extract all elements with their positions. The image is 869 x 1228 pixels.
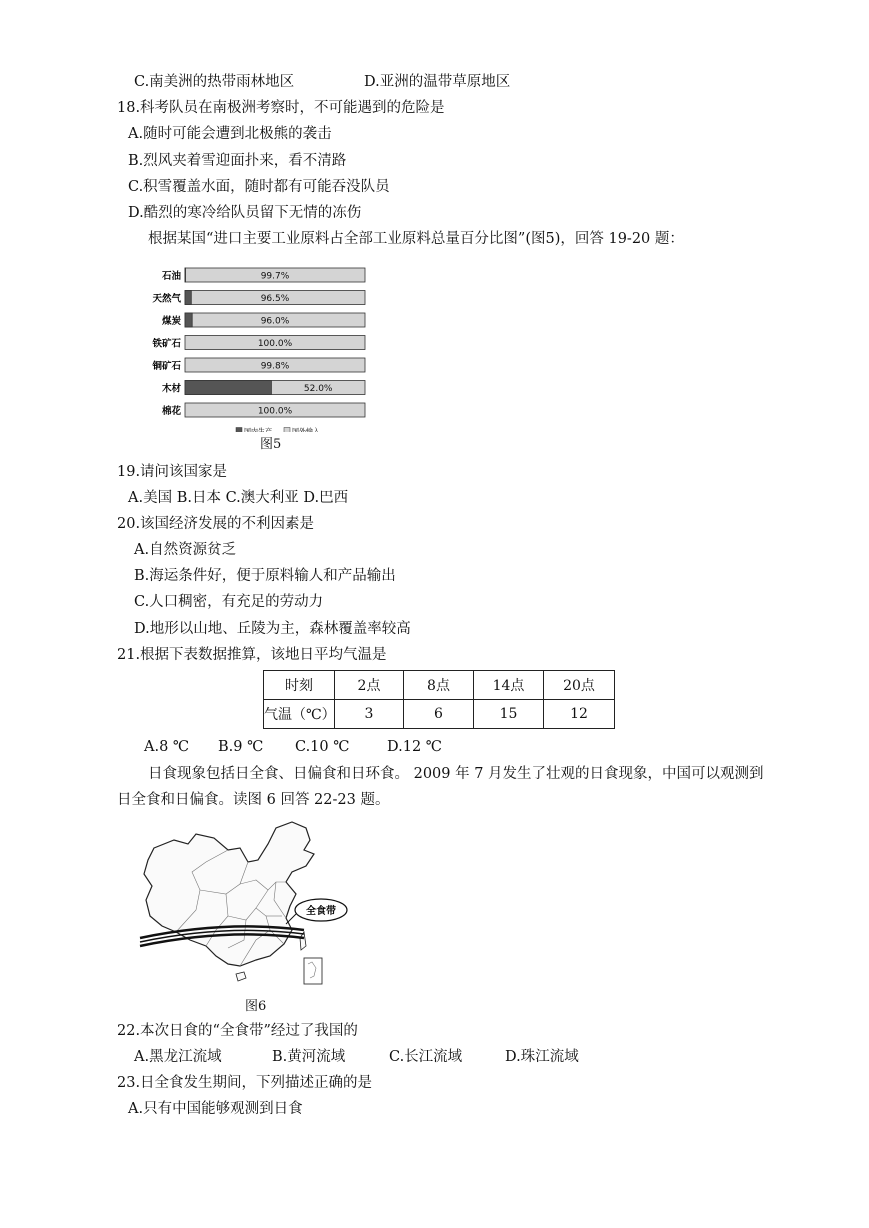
china-map xyxy=(136,820,356,1010)
q19-options: A.美国 B.日本 C.澳大利亚 D.巴西 xyxy=(128,490,349,506)
figure-6-caption: 图6 xyxy=(245,999,267,1014)
data-label: 100.0% xyxy=(257,406,293,417)
q22-option-b: B.黄河流域 xyxy=(272,1049,346,1065)
bar-domestic xyxy=(185,291,191,305)
q21-stem: 21.根据下表数据推算，该地日平均气温是 xyxy=(117,647,387,663)
data-label: 96.5% xyxy=(260,294,290,304)
temperature-table xyxy=(263,670,615,729)
category-label: 煤炭 xyxy=(161,316,181,327)
category-label: 石油 xyxy=(161,271,181,282)
category-label: 铁矿石 xyxy=(152,338,181,350)
q17-option-c: C.南美洲的热带雨林地区 xyxy=(134,74,295,90)
q20-stem: 20.该国经济发展的不利因素是 xyxy=(117,516,315,532)
table-cell: 15 xyxy=(474,700,544,729)
south-china-sea-inset xyxy=(304,958,322,984)
q20-option-b: B.海运条件好，便于原料输人和产品输出 xyxy=(134,568,396,584)
table-cell: 时刻 xyxy=(264,671,335,700)
q18-stem: 18.科考队员在南极洲考察时，不可能遇到的危险是 xyxy=(117,100,445,116)
legend-label-import: 国外输入 xyxy=(292,427,320,432)
q23-stem: 23.日全食发生期间，下列描述正确的是 xyxy=(117,1075,373,1091)
q20-option-d: D.地形以山地、丘陵为主，森林覆盖率较高 xyxy=(134,621,411,637)
q22-intro-line2: 日全食和日偏食。读图 6 回答 22-23 题。 xyxy=(117,792,390,808)
bar-domestic xyxy=(185,313,192,327)
q21-option-d: D.12 ℃ xyxy=(387,739,442,755)
bar-domestic xyxy=(185,268,186,282)
hainan-island xyxy=(236,972,246,981)
q18-option-a: A.随时可能会遭到北极熊的袭击 xyxy=(128,126,332,142)
q22-option-d: D.珠江流域 xyxy=(505,1049,579,1065)
taiwan-island xyxy=(300,932,306,950)
table-cell: 12 xyxy=(544,700,615,729)
eclipse-band-label: 全食带 xyxy=(306,906,336,917)
q17-option-d: D.亚洲的温带草原地区 xyxy=(364,74,511,90)
china-outline xyxy=(144,822,314,966)
figure-6-map xyxy=(136,820,356,1010)
q22-intro-line1: 日食现象包括日全食、日偏食和日环食。 2009 年 7 月发生了壮观的日食现象，中国可以观测到 xyxy=(148,766,764,782)
q22-option-c: C.长江流域 xyxy=(389,1049,463,1065)
data-label: 52.0% xyxy=(303,384,333,394)
figure-5-chart xyxy=(136,262,372,432)
category-label: 铜矿石 xyxy=(152,361,181,372)
legend-swatch-domestic xyxy=(236,428,242,433)
q19-stem: 19.请问该国家是 xyxy=(117,464,228,480)
q19-intro: 根据某国“进口主要工业原料占全部工业原料总量百分比图”(图5)，回答 19-20 题： xyxy=(148,231,684,247)
q21-option-a: A.8 ℃ xyxy=(144,739,190,755)
legend-label-domestic: 国内生产 xyxy=(244,427,272,432)
q18-option-d: D.酷烈的寒冷给队员留下无情的冻伤 xyxy=(128,205,362,221)
data-label: 100.0% xyxy=(257,339,293,349)
q20-option-c: C.人口稠密，有充足的劳动力 xyxy=(134,594,324,610)
bar-domestic xyxy=(185,381,271,395)
table-cell: 气温（℃） xyxy=(264,700,335,729)
figure-5-caption: 图5 xyxy=(260,437,282,452)
q21-option-c: C.10 ℃ xyxy=(295,739,350,755)
table-row xyxy=(264,700,615,729)
category-label: 木材 xyxy=(161,383,181,395)
data-label: 99.7% xyxy=(260,271,290,282)
table-cell: 3 xyxy=(335,700,404,729)
q18-option-b: B.烈风夹着雪迎面扑来，看不清路 xyxy=(128,153,347,169)
table-cell: 14点 xyxy=(474,671,544,700)
q20-option-a: A.自然资源贫乏 xyxy=(134,542,237,558)
q22-option-a: A.黑龙江流域 xyxy=(134,1049,222,1065)
category-label: 天然气 xyxy=(152,293,181,305)
table-cell: 8点 xyxy=(404,671,474,700)
q22-stem: 22.本次日食的“全食带”经过了我国的 xyxy=(117,1023,358,1039)
data-label: 99.8% xyxy=(260,361,290,372)
legend-swatch-import xyxy=(284,428,290,433)
q23-option-a: A.只有中国能够观测到日食 xyxy=(128,1101,303,1117)
table-row xyxy=(264,671,615,700)
category-label: 棉花 xyxy=(161,406,181,417)
data-label: 96.0% xyxy=(260,316,290,327)
table-cell: 20点 xyxy=(544,671,615,700)
q18-option-c: C.积雪覆盖水面，随时都有可能吞没队员 xyxy=(128,179,390,195)
table-cell: 2点 xyxy=(335,671,404,700)
q21-option-b: B.9 ℃ xyxy=(218,739,264,755)
bar-chart xyxy=(136,262,372,432)
table-cell: 6 xyxy=(404,700,474,729)
